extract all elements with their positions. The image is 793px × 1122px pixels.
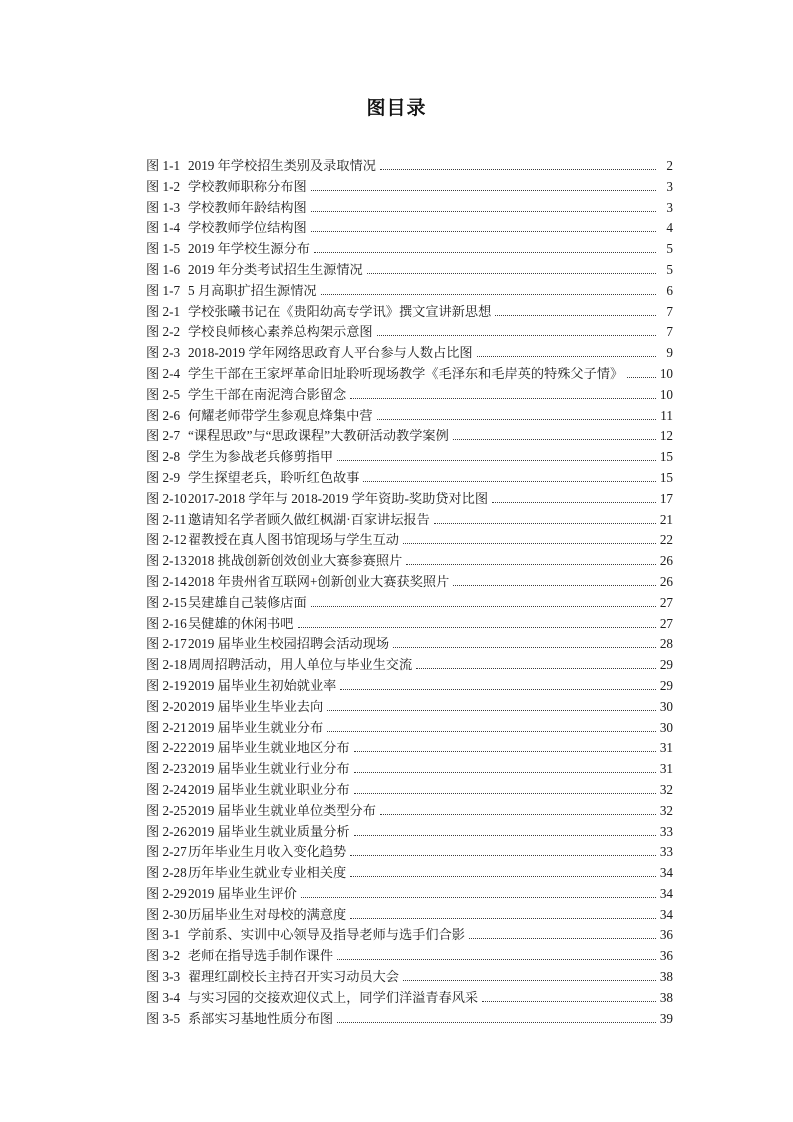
entry-title: 学校教师学位结构图 <box>188 220 307 236</box>
dot-leader <box>337 959 656 960</box>
dot-leader <box>350 918 656 919</box>
entry-page-number: 31 <box>659 761 673 777</box>
toc-entry[interactable] <box>146 156 673 177</box>
entry-title: 2019 届毕业生就业行业分布 <box>188 761 350 777</box>
toc-entry[interactable] <box>146 925 673 946</box>
entry-page-number: 7 <box>666 303 673 319</box>
toc-entry[interactable] <box>146 863 673 884</box>
entry-title: 历年毕业生就业专业相关度 <box>188 865 347 881</box>
toc-entry[interactable] <box>146 468 673 489</box>
toc-entry[interactable] <box>146 343 673 364</box>
toc-entry[interactable] <box>146 967 673 988</box>
entry-title: 何耀老师带学生参观息烽集中营 <box>188 407 373 423</box>
toc-entry[interactable] <box>146 905 673 926</box>
dot-leader <box>492 502 656 503</box>
entry-title: 翟理红副校长主持召开实习动员大会 <box>188 969 399 985</box>
entry-page-number: 2 <box>666 158 673 173</box>
entry-label: 图 2-14 <box>146 573 187 589</box>
toc-entry[interactable] <box>146 946 673 967</box>
entry-page-number: 7 <box>666 324 673 340</box>
entry-label: 图 2-8 <box>146 449 181 465</box>
toc-entry[interactable] <box>146 530 673 551</box>
dot-leader <box>350 855 656 856</box>
entry-title: 学校教师年龄结构图 <box>188 199 307 215</box>
entry-page-number: 34 <box>659 865 673 881</box>
dot-leader <box>403 543 656 544</box>
toc-entry[interactable] <box>146 406 673 427</box>
entry-title: 2019 届毕业生就业地区分布 <box>188 740 350 756</box>
entry-page-number: 9 <box>666 345 673 361</box>
entry-title: 学前系、实训中心领导及指导老师与选手们合影 <box>188 927 465 943</box>
entry-label: 图 2-13 <box>146 553 187 569</box>
entry-label: 图 2-28 <box>146 865 187 881</box>
entry-label: 图 2-3 <box>146 345 181 361</box>
toc-entry[interactable] <box>146 260 673 281</box>
dot-leader <box>403 980 656 981</box>
toc-entry[interactable] <box>146 759 673 780</box>
dot-leader <box>337 460 656 461</box>
entry-page-number: 27 <box>659 615 673 631</box>
entry-page-number: 5 <box>666 261 673 277</box>
entry-title: 学校教师职称分布图 <box>188 178 307 194</box>
toc-entry[interactable] <box>146 738 673 759</box>
entry-label: 图 2-2 <box>146 324 181 340</box>
entry-page-number: 27 <box>659 594 673 610</box>
dot-leader <box>377 335 656 336</box>
toc-entry[interactable] <box>146 510 673 531</box>
entry-label: 图 2-21 <box>146 719 187 735</box>
entry-title: 吴健雄的休闲书吧 <box>188 615 294 631</box>
dot-leader <box>380 169 656 170</box>
entry-page-number: 30 <box>659 719 673 735</box>
entry-title: 2017-2018 学年与 2018-2019 学年资助-奖助贷对比图 <box>188 490 489 506</box>
dot-leader <box>311 231 656 232</box>
toc-entry[interactable] <box>146 239 673 260</box>
entry-page-number: 32 <box>659 781 673 797</box>
entry-label: 图 2-17 <box>146 636 187 652</box>
entry-title: 2019 届毕业生就业职业分布 <box>188 781 350 797</box>
toc-entry[interactable] <box>146 322 673 343</box>
toc-entry[interactable] <box>146 593 673 614</box>
dot-leader <box>393 647 656 648</box>
toc-entry[interactable] <box>146 634 673 655</box>
toc-entry[interactable] <box>146 489 673 510</box>
dot-leader <box>327 710 656 711</box>
entry-page-number: 22 <box>659 532 673 548</box>
toc-entry[interactable] <box>146 551 673 572</box>
entry-page-number: 34 <box>659 885 673 901</box>
dot-leader <box>321 294 656 295</box>
dot-leader <box>354 793 656 794</box>
entry-title: 老师在指导选手制作课件 <box>188 948 334 964</box>
entry-label: 图 2-29 <box>146 885 187 901</box>
entry-page-number: 33 <box>659 844 673 860</box>
dot-leader <box>482 1001 656 1002</box>
entry-page-number: 29 <box>659 677 673 693</box>
entry-label: 图 3-5 <box>146 1010 181 1026</box>
entry-page-number: 6 <box>666 282 673 298</box>
dot-leader <box>314 252 656 253</box>
entry-title: 5 月高职扩招生源情况 <box>188 282 317 298</box>
entry-label: 图 1-7 <box>146 282 181 298</box>
entry-title: 2018-2019 学年网络思政育人平台参与人数占比图 <box>188 345 473 361</box>
entry-page-number: 10 <box>659 386 673 402</box>
toc-entry[interactable] <box>146 447 673 468</box>
entry-title: 2018 年贵州省互联网+创新创业大赛获奖照片 <box>188 573 450 589</box>
entry-page-number: 28 <box>659 636 673 652</box>
toc-entry[interactable] <box>146 614 673 635</box>
entry-label: 图 2-1 <box>146 303 181 319</box>
entry-label: 图 2-18 <box>146 657 187 673</box>
entry-label: 图 2-19 <box>146 677 187 693</box>
dot-leader <box>350 876 656 877</box>
dot-leader <box>354 751 656 752</box>
entry-title: 学生为参战老兵修剪指甲 <box>188 449 334 465</box>
entry-label: 图 2-15 <box>146 594 187 610</box>
dot-leader <box>327 731 656 732</box>
entry-title: 2019 届毕业生就业单位类型分布 <box>188 802 376 818</box>
toc-entry[interactable] <box>146 822 673 843</box>
entry-label: 图 2-16 <box>146 615 187 631</box>
entry-label: 图 2-5 <box>146 386 181 402</box>
entry-title: 2019 年分类考试招生生源情况 <box>188 261 363 277</box>
entry-label: 图 2-22 <box>146 740 187 756</box>
entry-page-number: 21 <box>659 511 673 527</box>
entry-label: 图 2-24 <box>146 781 187 797</box>
entry-page-number: 26 <box>659 573 673 589</box>
dot-leader <box>298 627 657 628</box>
entry-title: 系部实习基地性质分布图 <box>188 1010 334 1026</box>
entry-page-number: 33 <box>659 823 673 839</box>
entry-title: 2019 届毕业生毕业去向 <box>188 698 324 714</box>
toc-entry[interactable] <box>146 1009 673 1030</box>
dot-leader <box>354 835 656 836</box>
entry-label: 图 2-23 <box>146 761 187 777</box>
dot-leader <box>350 398 656 399</box>
entry-label: 图 2-11 <box>146 511 187 527</box>
dot-leader <box>311 211 656 212</box>
dot-leader <box>337 1022 656 1023</box>
entry-page-number: 32 <box>659 802 673 818</box>
entry-page-number: 17 <box>659 490 673 506</box>
entry-label: 图 1-2 <box>146 178 181 194</box>
dot-leader <box>495 315 656 316</box>
toc-entry[interactable] <box>146 572 673 593</box>
dot-leader <box>340 689 656 690</box>
entry-label: 图 2-12 <box>146 532 187 548</box>
toc-entry[interactable] <box>146 718 673 739</box>
toc-entry[interactable] <box>146 385 673 406</box>
entry-page-number: 15 <box>659 469 673 485</box>
dot-leader <box>469 938 656 939</box>
dot-leader <box>354 772 656 773</box>
entry-label: 图 1-3 <box>146 199 181 215</box>
entry-page-number: 31 <box>659 740 673 756</box>
entry-title: 2018 挑战创新创效创业大赛参赛照片 <box>188 553 403 569</box>
toc-entry[interactable] <box>146 281 673 302</box>
dot-leader <box>311 606 656 607</box>
entry-label: 图 3-3 <box>146 969 181 985</box>
entry-page-number: 10 <box>659 365 673 381</box>
dot-leader <box>367 273 656 274</box>
entry-label: 图 3-4 <box>146 989 181 1005</box>
toc-entry[interactable] <box>146 988 673 1009</box>
toc-entry[interactable] <box>146 676 673 697</box>
dot-leader <box>363 481 656 482</box>
entry-label: 图 2-27 <box>146 844 187 860</box>
dot-leader <box>453 585 656 586</box>
entry-title: 邀请知名学者顾久做红枫湖·百家讲坛报告 <box>188 511 430 527</box>
toc-entry[interactable] <box>146 198 673 219</box>
dot-leader <box>434 523 656 524</box>
dot-leader <box>477 356 656 357</box>
entry-title: “课程思政”与“思政课程”大教研活动教学案例 <box>188 428 449 444</box>
toc-entry[interactable] <box>146 884 673 905</box>
entry-title: 学生干部在王家坪革命旧址聆听现场教学《毛泽东和毛岸英的特殊父子情》 <box>188 365 624 381</box>
entry-label: 图 2-25 <box>146 802 187 818</box>
entry-title: 历年毕业生月收入变化趋势 <box>188 844 347 860</box>
entry-label: 图 2-10 <box>146 490 187 506</box>
entry-title: 2019 届毕业生就业分布 <box>188 719 324 735</box>
entry-page-number: 29 <box>659 657 673 673</box>
entry-label: 图 3-1 <box>146 927 181 943</box>
entry-title: 周周招聘活动，用人单位与毕业生交流 <box>188 657 413 673</box>
toc-entry[interactable] <box>146 697 673 718</box>
entry-title: 2019 届毕业生初始就业率 <box>188 677 337 693</box>
dot-leader <box>453 439 656 440</box>
entry-title: 学生探望老兵，聆听红色故事 <box>188 469 360 485</box>
entry-label: 图 2-6 <box>146 407 181 423</box>
entry-page-number: 36 <box>659 948 673 964</box>
dot-leader <box>627 377 656 378</box>
entry-title: 吴建雄自己装修店面 <box>188 594 307 610</box>
entry-label: 图 2-20 <box>146 698 187 714</box>
toc-entry[interactable] <box>146 177 673 198</box>
dot-leader <box>380 814 656 815</box>
entry-page-number: 11 <box>660 407 673 423</box>
toc-entry[interactable] <box>146 842 673 863</box>
dot-leader <box>301 897 656 898</box>
entry-label: 图 1-4 <box>146 220 181 236</box>
entry-page-number: 38 <box>659 989 673 1005</box>
dot-leader <box>377 419 656 420</box>
toc-entry[interactable] <box>146 655 673 676</box>
entry-title: 翟教授在真人图书馆现场与学生互动 <box>188 532 399 548</box>
entry-page-number: 38 <box>659 969 673 985</box>
toc-entry[interactable] <box>146 218 673 239</box>
entry-label: 图 2-4 <box>146 365 181 381</box>
entry-title: 2019 年学校生源分布 <box>188 241 310 257</box>
entry-title: 2019 年学校招生类别及录取情况 <box>188 158 376 173</box>
entry-label: 图 2-26 <box>146 823 187 839</box>
entry-label: 图 1-5 <box>146 241 181 257</box>
entry-title: 2019 届毕业生校园招聘会活动现场 <box>188 636 390 652</box>
entry-page-number: 4 <box>666 220 673 236</box>
entry-page-number: 3 <box>666 199 673 215</box>
entry-page-number: 15 <box>659 449 673 465</box>
toc-entry[interactable] <box>146 302 673 323</box>
entry-label: 图 2-30 <box>146 906 187 922</box>
entry-title: 学校张曦书记在《贵阳幼高专学讯》撰文宣讲新思想 <box>188 303 492 319</box>
entry-page-number: 34 <box>659 906 673 922</box>
entry-page-number: 39 <box>659 1010 673 1026</box>
entry-page-number: 36 <box>659 927 673 943</box>
dot-leader <box>416 668 656 669</box>
entry-label: 图 1-6 <box>146 261 181 277</box>
entry-page-number: 3 <box>666 178 673 194</box>
entry-label: 图 1-1 <box>146 158 181 173</box>
entry-page-number: 12 <box>659 428 673 444</box>
toc-entry[interactable] <box>146 801 673 822</box>
entry-page-number: 5 <box>666 241 673 257</box>
entry-label: 图 2-7 <box>146 428 181 444</box>
entry-title: 与实习园的交接欢迎仪式上，同学们洋溢青春风采 <box>188 989 479 1005</box>
entry-page-number: 30 <box>659 698 673 714</box>
toc-entry[interactable] <box>146 364 673 385</box>
entry-title: 学校良师核心素养总构架示意图 <box>188 324 373 340</box>
entry-title: 2019 届毕业生评价 <box>188 885 297 901</box>
entry-label: 图 2-9 <box>146 469 181 485</box>
toc-entry[interactable] <box>146 426 673 447</box>
entry-title: 历届毕业生对母校的满意度 <box>188 906 347 922</box>
toc-entry[interactable] <box>146 780 673 801</box>
entry-title: 学生干部在南泥湾合影留念 <box>188 386 347 402</box>
entry-label: 图 3-2 <box>146 948 181 964</box>
page-title: 图目录 <box>366 98 427 119</box>
toc-list <box>146 156 673 1029</box>
dot-leader <box>406 564 656 565</box>
dot-leader <box>311 190 656 191</box>
entry-title: 2019 届毕业生就业质量分析 <box>188 823 350 839</box>
entry-page-number: 26 <box>659 553 673 569</box>
